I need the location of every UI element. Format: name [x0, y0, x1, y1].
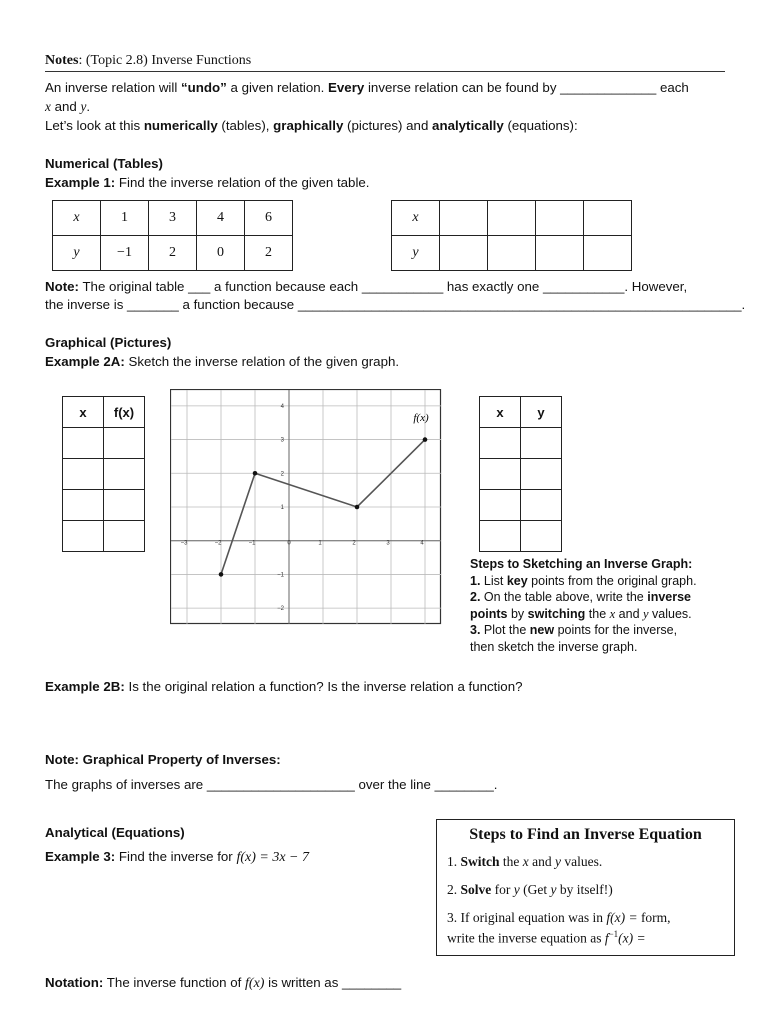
- blank-cell[interactable]: [63, 459, 104, 490]
- x-tick-label: −3: [180, 540, 188, 547]
- x-tick-label: 1: [318, 540, 322, 547]
- property-heading: Note: Graphical Property of Inverses:: [45, 752, 281, 767]
- col-header-x: x: [63, 397, 104, 428]
- original-table: [52, 200, 293, 271]
- page-title: [45, 53, 251, 69]
- topic-title: : (Topic 2.8) Inverse Functions: [78, 53, 252, 68]
- table-cell: 2: [245, 236, 293, 271]
- table-cell: 2: [149, 236, 197, 271]
- notes-label: Notes: [45, 53, 79, 68]
- steps-title: Steps to Sketching an Inverse Graph:: [470, 557, 693, 571]
- blank-cell[interactable]: [480, 490, 521, 521]
- data-point: [253, 471, 258, 476]
- blank-cell[interactable]: [584, 236, 632, 271]
- example-1: Example 1: Find the inverse relation of the given table.: [45, 175, 370, 190]
- intro-line-1: An inverse relation will “undo” a given relation. Every inverse relation can be found by _____________ each: [45, 80, 689, 95]
- inverse-y-label: y: [392, 236, 440, 271]
- inverse-x-label: x: [392, 201, 440, 236]
- box-title: Steps to Find an Inverse Equation: [469, 826, 702, 843]
- col-header-y: y: [521, 397, 562, 428]
- inverse-points-table: [479, 396, 562, 552]
- inverse-table: [391, 200, 632, 271]
- table-x-label: x: [53, 201, 101, 236]
- intro-line-3: Let’s look at this numerically (tables), graphically (pictures) and analytically (equations):: [45, 118, 578, 133]
- table-y-label: y: [53, 236, 101, 271]
- equation: f(x) = 3x − 7: [236, 850, 309, 865]
- note-line-2: the inverse is _______ a function because ____________________________________________________________.: [45, 297, 746, 312]
- table-cell: 4: [197, 201, 245, 236]
- blank-cell[interactable]: [440, 236, 488, 271]
- table-cell: −1: [101, 236, 149, 271]
- box-step-2: 2. Solve for y (Get y by itself!): [447, 882, 613, 897]
- graph-points-table: [62, 396, 145, 552]
- blank-cell[interactable]: [480, 459, 521, 490]
- y-tick-label: 2: [280, 471, 284, 478]
- graph-label: f(x): [413, 412, 429, 425]
- example-2a: Example 2A: Sketch the inverse relation of the given graph.: [45, 354, 400, 369]
- y-tick-label: −2: [277, 606, 284, 613]
- blank-cell[interactable]: [440, 201, 488, 236]
- blank-cell[interactable]: [104, 459, 145, 490]
- example-2b: Example 2B: Is the original relation a function? Is the inverse relation a function?: [45, 679, 523, 694]
- blank-cell[interactable]: [104, 521, 145, 552]
- x-tick-label: 3: [386, 540, 390, 547]
- blank-cell[interactable]: [521, 459, 562, 490]
- y-tick-label: −1: [277, 572, 284, 579]
- graphical-heading: Graphical (Pictures): [45, 335, 172, 350]
- box-step-1: 1. Switch the x and y values.: [447, 854, 603, 869]
- box-step-3: 3. If original equation was in f(x) = form,: [447, 910, 671, 925]
- analytical-heading: Analytical (Equations): [45, 825, 185, 840]
- note-line-1: Note: The original table ___ a function because each ___________ has exactly one ___________. However,: [45, 279, 688, 294]
- col-header-x: x: [480, 397, 521, 428]
- blank-cell[interactable]: [63, 428, 104, 459]
- notation-line: Notation: The inverse function of f(x) is written as ________: [45, 975, 402, 991]
- x-tick-label: −1: [248, 540, 256, 547]
- inverse-equation-steps-box: [436, 819, 735, 956]
- inverse-graph-steps: Steps to Sketching an Inverse Graph: 1. List key points from the original graph. 2. On the table above, write the inverse points by switching the x and y values. 3. Plot the new points for the inverse, then sketch the inverse graph.: [470, 557, 697, 654]
- data-point: [355, 505, 360, 510]
- box-step-3-cont: write the inverse equation as $f^{-1}(x)$ =: [447, 929, 646, 946]
- blank-cell[interactable]: [584, 201, 632, 236]
- blank-cell[interactable]: [521, 490, 562, 521]
- property-text: The graphs of inverses are ____________________ over the line ________.: [45, 777, 498, 792]
- intro-line-2: x and y.: [45, 99, 91, 114]
- blank-cell[interactable]: [488, 201, 536, 236]
- data-point: [423, 437, 428, 442]
- numerical-heading: Numerical (Tables): [45, 156, 163, 171]
- blank-cell[interactable]: [480, 428, 521, 459]
- table-cell: 0: [197, 236, 245, 271]
- blank-cell[interactable]: [63, 521, 104, 552]
- table-cell: 1: [101, 201, 149, 236]
- blank-cell[interactable]: [521, 428, 562, 459]
- blank-cell[interactable]: [480, 521, 521, 552]
- x-tick-label: 4: [420, 540, 424, 547]
- y-tick-label: 4: [280, 403, 284, 410]
- title-divider: [45, 71, 725, 72]
- blank-cell[interactable]: [488, 236, 536, 271]
- blank-cell[interactable]: [536, 236, 584, 271]
- blank-cell[interactable]: [104, 490, 145, 521]
- blank-cell[interactable]: [521, 521, 562, 552]
- blank-cell[interactable]: [536, 201, 584, 236]
- y-tick-label: 3: [280, 437, 284, 444]
- x-tick-label: 2: [352, 540, 356, 547]
- x-tick-label: −2: [214, 540, 222, 547]
- x-tick-label: 0: [287, 540, 291, 547]
- data-point: [219, 572, 224, 577]
- table-cell: 6: [245, 201, 293, 236]
- example-3: Example 3: Find the inverse for f(x) = 3x − 7: [45, 849, 309, 865]
- blank-cell[interactable]: [104, 428, 145, 459]
- y-tick-label: 1: [280, 505, 284, 511]
- col-header-fx: f(x): [104, 397, 145, 428]
- function-graph: [170, 389, 442, 625]
- table-cell: 3: [149, 201, 197, 236]
- blank-cell[interactable]: [63, 490, 104, 521]
